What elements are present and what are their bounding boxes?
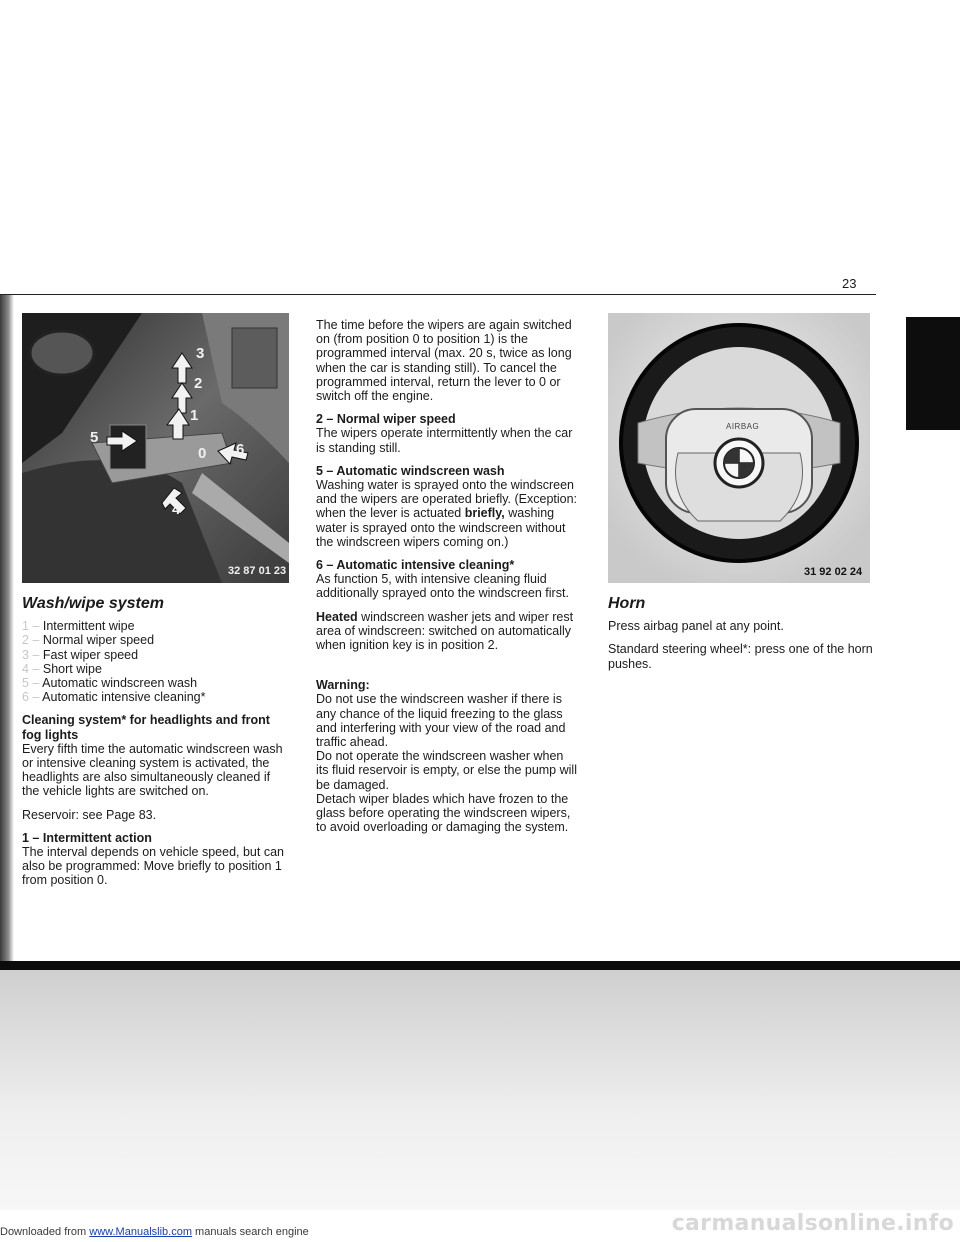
auto-wash-body-2: washing water is sprayed onto the windscreen without the windscreen wipers coming on.) [316,506,566,549]
function-item [22,633,290,647]
wiper-function-list [22,619,290,704]
cleaning-system-paragraph [22,713,290,798]
function-prefix: 2 – [22,633,43,648]
normal-speed-paragraph [316,412,578,455]
section-title-wash-wipe: Wash/wipe system [22,595,164,612]
middle-text-column [316,318,578,844]
footer-prefix: Downloaded from [0,1226,90,1238]
function-prefix: 4 – [22,661,43,676]
function-text: Automatic intensive cleaning* [42,690,206,705]
interval-paragraph: The time before the wipers are again switched on (from position 0 to position 1) is the programmed interval (max. 20 s, twice as long when the car is standing still). To cancel the programmed interval, return the lever to 0 or switch off the engine. [316,318,572,404]
figure-code-right: 31 92 02 24 [804,566,863,578]
intensive-paragraph [316,558,578,601]
watermark-text: carmanualsonline.info [671,1211,954,1236]
scan-binding-shadow [0,295,14,965]
reservoir-note: Reservoir: see Page 83. [22,807,157,822]
footer-suffix: manuals search engine [191,1226,309,1238]
fig-label-3: 3 [196,345,205,362]
scan-bottom-edge [0,961,960,970]
page-number: 23 [842,276,857,291]
function-prefix: 3 – [22,647,43,662]
horn-paragraph-1: Press airbag panel at any point. [608,619,784,634]
steering-wheel-illustration [608,313,870,583]
function-text: Normal wiper speed [42,633,155,648]
auto-wash-bold: briefly, [464,506,505,521]
warning-body-1: Do not use the windscreen washer if there is any chance of the liquid freezing to the glass and interfering with your view of the road and traffic ahead. [316,692,566,750]
function-text: Intermittent wipe [42,619,135,634]
warning-heading: Warning: [316,678,370,693]
wiper-lever-figure [22,313,289,583]
wiper-lever-illustration [22,313,289,583]
intermittent-body: The interval depends on vehicle speed, but can also be programmed: Move briefly to position 1 from position 0. [22,845,284,888]
cleaning-system-body: Every fifth time the automatic windscreen wash or intensive cleaning system is activated, the headlights are also simultaneously cleaned if the vehicle lights are switched on. [22,741,283,799]
normal-speed-body: The wipers operate intermittently when the car is standing still. [316,426,573,455]
cleaning-system-heading: Cleaning system* for headlights and front fog lights [22,713,270,742]
fig-label-4: 4 [172,501,181,518]
function-prefix: 1 – [22,619,43,634]
manualslib-link[interactable]: www.Manualslib.com [89,1226,192,1238]
scan-bottom-shadow [0,970,960,1210]
intermittent-heading: 1 – Intermittent action [22,830,152,845]
intensive-heading: 6 – Automatic intensive cleaning* [316,558,515,573]
right-text-column [608,597,874,680]
function-item [22,648,290,662]
intermittent-paragraph [22,831,290,888]
fig-label-6: 6 [236,441,245,458]
function-prefix: 5 – [22,676,43,691]
function-text: Fast wiper speed [42,647,139,662]
fig-label-0: 0 [198,445,207,462]
header-rule [0,294,876,295]
function-item [22,690,290,704]
auto-wash-paragraph [316,464,578,549]
warning-paragraph [316,678,578,834]
download-footer [0,1226,309,1238]
warning-body-3: Detach wiper blades which have frozen to the glass before operating the windscreen wipers, to avoid overloading or damaging the system. [316,791,571,835]
thumb-index-tab [906,317,960,430]
left-text-column [22,597,290,897]
normal-speed-heading: 2 – Normal wiper speed [316,412,456,427]
warning-body-2: Do not operate the windscreen washer when its fluid reservoir is empty, or else the pump will be damaged. [316,749,577,792]
function-item [22,676,290,690]
horn-paragraph-2: Standard steering wheel*: press one of the horn pushes. [608,642,873,671]
fig-label-2: 2 [194,375,203,392]
intensive-body: As function 5, with intensive cleaning fluid additionally sprayed onto the windscreen first. [316,572,569,601]
section-title-horn: Horn [608,595,646,612]
function-item [22,619,290,633]
fig-label-5: 5 [90,429,99,446]
heated-paragraph [316,610,578,653]
steering-wheel-figure [608,313,870,583]
heated-body: windscreen washer jets and wiper rest area of windscreen: switched on automatically when ignition key is in position 2. [316,609,574,653]
heated-bold: Heated [316,609,358,624]
figure-code-left: 32 87 01 23 [228,565,287,577]
fig-label-1: 1 [190,407,199,424]
function-text: Short wipe [42,661,102,676]
auto-wash-body-1: Washing water is sprayed onto the windscreen and the wipers are operated briefly. (Exception: when the lever is actuated [316,478,578,521]
function-text: Automatic windscreen wash [42,676,198,691]
function-item [22,662,290,676]
airbag-label: AIRBAG [726,422,760,431]
auto-wash-heading: 5 – Automatic windscreen wash [316,463,505,478]
function-prefix: 6 – [22,690,43,705]
